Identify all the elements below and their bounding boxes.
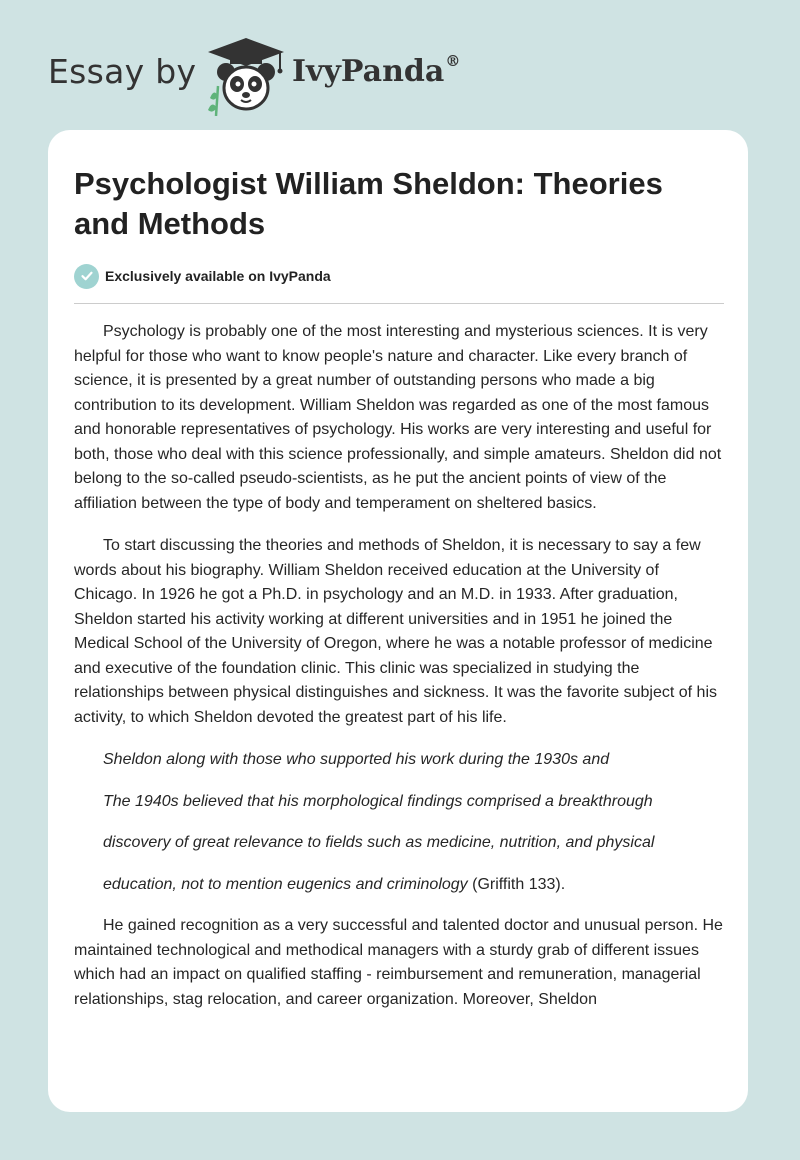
- essay-card: [48, 130, 748, 1112]
- paragraph: To start discussing the theories and methods of Sheldon, it is necessary to say a few words about his biography. William Sheldon received education at the University of Chicago. In 1926 he got a Ph.D. in psychology and an M.D. in 1933. After graduation, Sheldon started his activity working at different universities and in 1951 he joined the Medical School of the University of Oregon, where he was a notable professor of medicine and executive of the foundation clinic. This clinic was specialized in studying the relationships between physical distinguishes and sickness. It was the favorite subject of his activity, to which Sheldon devoted the greatest part of his life.: [74, 537, 718, 726]
- quote-citation: (Griffith 133).: [467, 875, 566, 893]
- paragraph: He gained recognition as a very successful and talented doctor and unusual person. He maintained technological and methodical managers with a sturdy grab of different issues which had an impact on qualified staffing - reimbursement and remuneration, managerial relationships, stag relocation, and career organization. Moreover, Sheldon: [74, 917, 723, 1008]
- block-quote: [103, 748, 726, 897]
- quote-text: education, not to mention eugenics and criminology: [103, 875, 468, 893]
- brand-name-text: IvyPanda: [292, 54, 445, 89]
- registered-mark: ®: [445, 52, 461, 70]
- check-circle-icon: [74, 264, 99, 289]
- quote-line: Sheldon along with those who supported his work during the 1930s and: [103, 751, 610, 768]
- article-body: [74, 320, 726, 1030]
- paragraph: Psychology is probably one of the most interesting and mysterious sciences. It is very helpful for those who want to know people's nature and character. Like every branch of science, it is presented by a great number of outstanding persons who made a big contribution to its development. William Sheldon was regarded as one of the most famous and honorable representatives of psychology. His works are very interesting and useful for both, those who deal with this science professionally, and simple amateurs. Sheldon did not belong to the so-called pseudo-scientists, as he put the ancient points of view of the affiliation between the type of body and temperament on sheltered basics.: [74, 323, 722, 512]
- page-title: Psychologist William Sheldon: Theories and Methods: [74, 166, 663, 241]
- brand-name[interactable]: [292, 54, 460, 89]
- exclusive-badge: [74, 262, 331, 290]
- divider: [74, 303, 724, 304]
- quote-line-last: [103, 873, 726, 897]
- panda-logo-icon[interactable]: [204, 36, 288, 116]
- badge-text: Exclusively available on IvyPanda: [105, 268, 331, 284]
- quote-line: discovery of great relevance to fields such as medicine, nutrition, and physical: [103, 834, 655, 851]
- quote-line: The 1940s believed that his morphological findings comprised a breakthrough: [103, 792, 653, 810]
- essay-by-label: Essay by: [48, 52, 197, 91]
- site-header: [48, 36, 548, 116]
